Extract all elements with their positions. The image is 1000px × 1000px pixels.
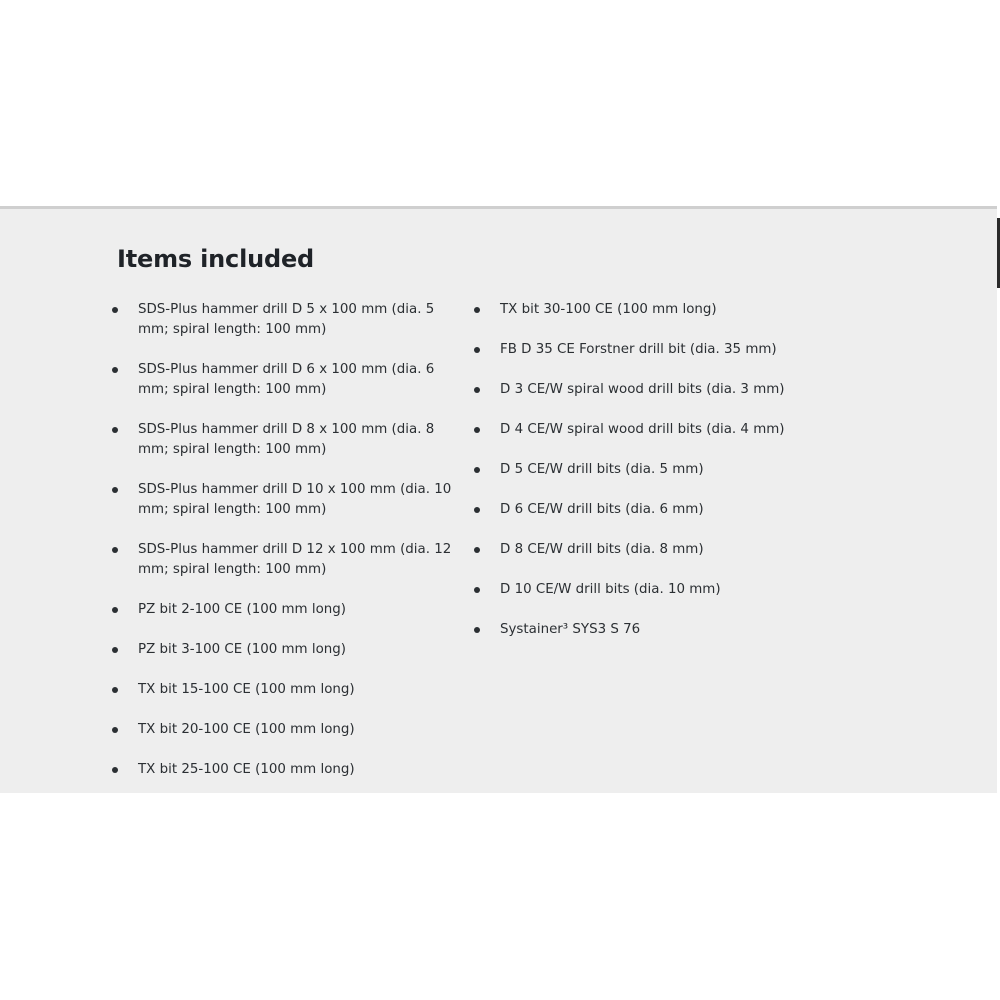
bullet-icon [474, 427, 480, 433]
item-text: TX bit 15-100 CE (100 mm long) [138, 682, 355, 697]
list-item [110, 300, 455, 340]
bullet-icon [112, 427, 118, 433]
list-item [472, 340, 802, 360]
item-text: D 4 CE/W spiral wood drill bits (dia. 4 mm) [500, 422, 785, 437]
item-text: Systainer³ SYS3 S 76 [500, 622, 641, 637]
item-text: D 6 CE/W drill bits (dia. 6 mm) [500, 502, 704, 517]
list-item [472, 500, 802, 520]
list-item [472, 460, 802, 480]
bullet-icon [112, 547, 118, 553]
list-item [110, 760, 455, 780]
list-item [110, 680, 455, 700]
item-text: D 5 CE/W drill bits (dia. 5 mm) [500, 462, 704, 477]
bullet-icon [112, 487, 118, 493]
list-item [472, 620, 802, 640]
item-text: D 3 CE/W spiral wood drill bits (dia. 3 mm) [500, 382, 785, 397]
item-text: FB D 35 CE Forstner drill bit (dia. 35 mm) [500, 342, 777, 357]
list-item [472, 420, 802, 440]
item-text: SDS-Plus hammer drill D 10 x 100 mm (dia. 10 mm; spiral length: 100 mm) [138, 482, 452, 517]
item-text: SDS-Plus hammer drill D 12 x 100 mm (dia. 12 mm; spiral length: 100 mm) [138, 542, 452, 577]
bullet-icon [474, 507, 480, 513]
bullet-icon [112, 307, 118, 313]
item-text: TX bit 25-100 CE (100 mm long) [138, 762, 355, 777]
section-title: Items included [117, 245, 315, 273]
list-item [472, 380, 802, 400]
list-item [110, 540, 455, 580]
list-item [472, 580, 802, 600]
list-item [110, 640, 455, 660]
item-text: PZ bit 3-100 CE (100 mm long) [138, 642, 346, 657]
list-item [472, 540, 802, 560]
bullet-icon [112, 767, 118, 773]
item-text: PZ bit 2-100 CE (100 mm long) [138, 602, 346, 617]
bullet-icon [112, 727, 118, 733]
item-text: D 10 CE/W drill bits (dia. 10 mm) [500, 582, 721, 597]
bullet-icon [112, 647, 118, 653]
bullet-icon [112, 607, 118, 613]
items-list-right [472, 300, 802, 660]
list-item [110, 360, 455, 400]
list-item [472, 300, 802, 320]
item-text: D 8 CE/W drill bits (dia. 8 mm) [500, 542, 704, 557]
list-item [110, 420, 455, 460]
item-text: SDS-Plus hammer drill D 8 x 100 mm (dia. 8 mm; spiral length: 100 mm) [138, 422, 435, 457]
bullet-icon [474, 387, 480, 393]
item-text: SDS-Plus hammer drill D 5 x 100 mm (dia. 5 mm; spiral length: 100 mm) [138, 302, 435, 337]
bullet-icon [474, 587, 480, 593]
bullet-icon [474, 307, 480, 313]
bullet-icon [474, 627, 480, 633]
bullet-icon [474, 467, 480, 473]
bullet-icon [474, 547, 480, 553]
list-item [110, 720, 455, 740]
items-list-left [110, 300, 455, 800]
bullet-icon [112, 687, 118, 693]
item-text: TX bit 20-100 CE (100 mm long) [138, 722, 355, 737]
list-item [110, 600, 455, 620]
item-text: TX bit 30-100 CE (100 mm long) [500, 302, 717, 317]
bullet-icon [474, 347, 480, 353]
bullet-icon [112, 367, 118, 373]
item-text: SDS-Plus hammer drill D 6 x 100 mm (dia. 6 mm; spiral length: 100 mm) [138, 362, 435, 397]
list-item [110, 480, 455, 520]
items-included-panel [0, 206, 997, 793]
